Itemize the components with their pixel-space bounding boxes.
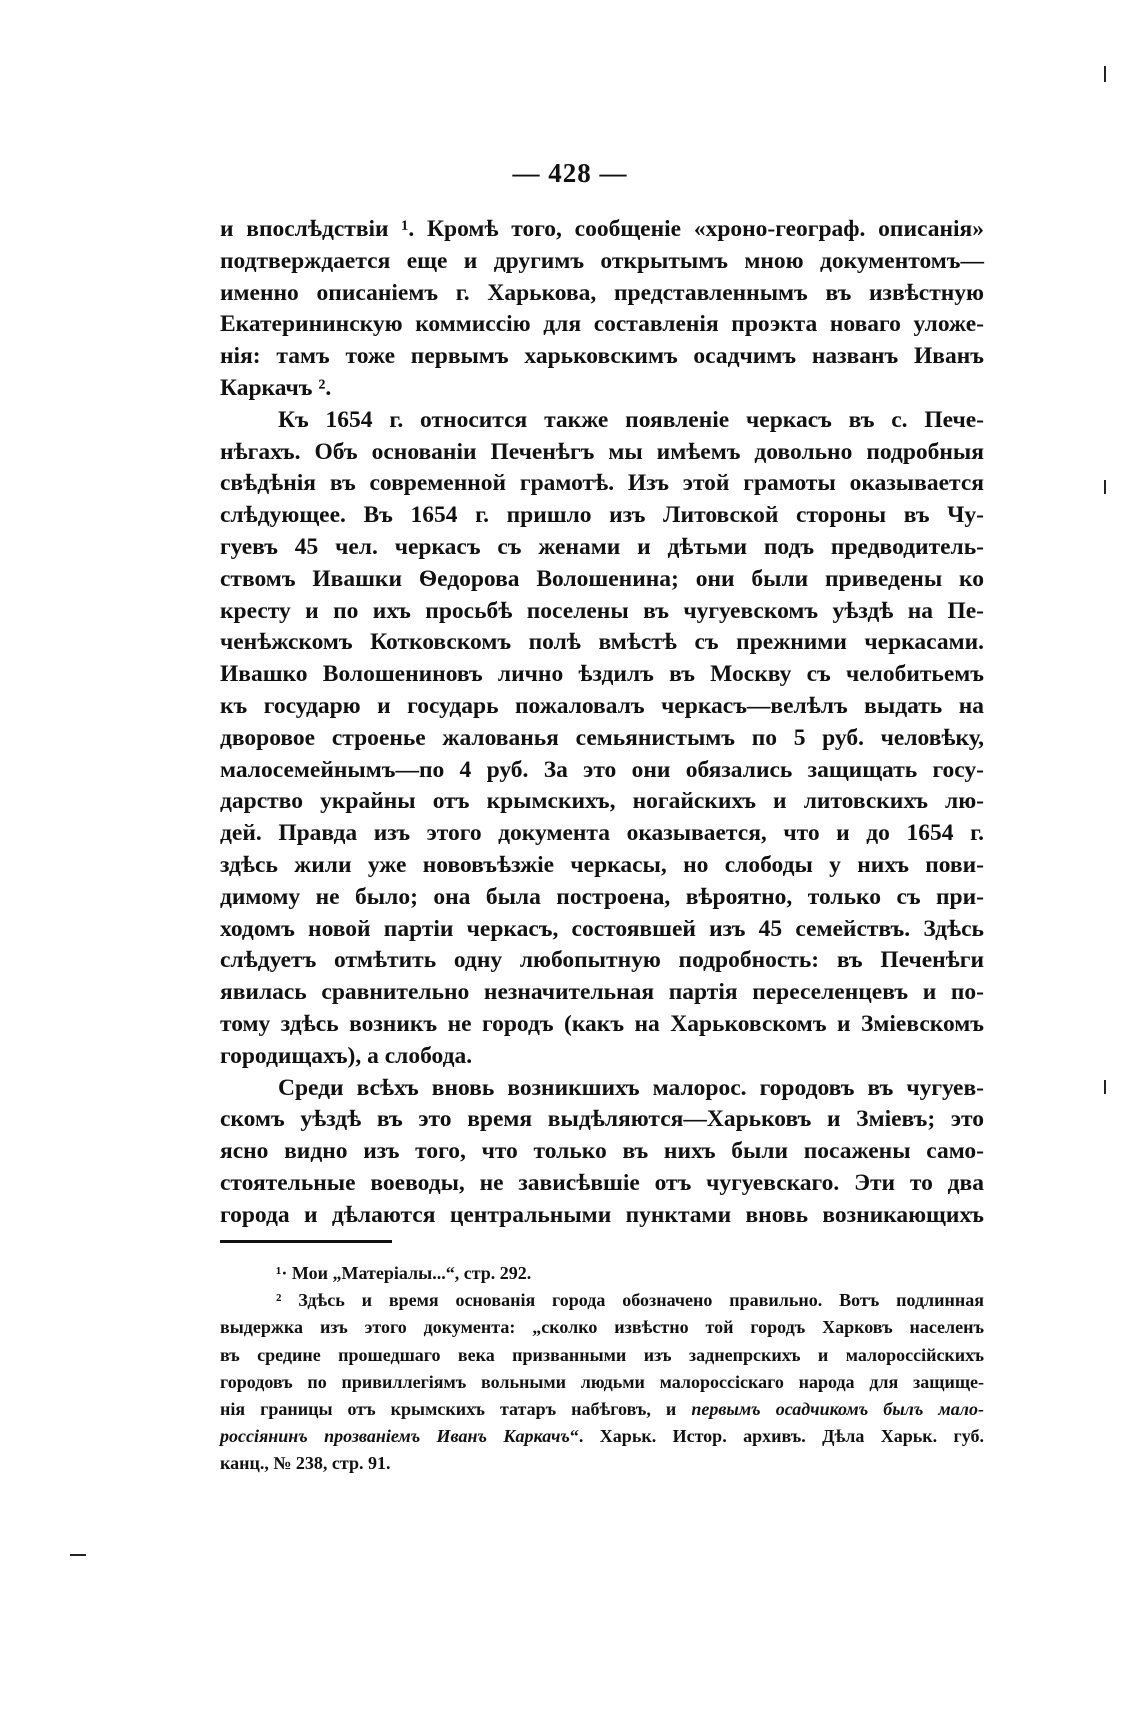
text-line: къ государю и государь пожаловалъ черкасъ—велѣлъ выдать на bbox=[220, 692, 984, 719]
text-line: слѣдуетъ отмѣтить одну любопытную подробность: въ Печенѣги bbox=[220, 947, 984, 974]
text-line: подтверждается еще и другимъ открытымъ мною документомъ— bbox=[220, 247, 984, 274]
text-line: именно описаніемъ г. Харькова, представленнымъ въ извѣстную bbox=[220, 279, 984, 306]
footnote-line: выдержка изъ этого документа: „сколко извѣстно той городъ Харковъ населенъ bbox=[220, 1317, 984, 1338]
text-line: ствомъ Ивашки Ѳедорова Волошенина; они были приведены ко bbox=[220, 565, 984, 592]
text-line: ченѣжскомъ Котковскомъ полѣ вмѣстѣ съ прежними черкасами. bbox=[220, 629, 984, 656]
body-text bbox=[220, 214, 984, 1232]
text-line: дей. Правда изъ этого документа оказывается, что и до 1654 г. bbox=[220, 820, 984, 847]
text-line: ясно видно изъ того, что только въ нихъ были посажены само- bbox=[220, 1138, 984, 1165]
text-line: нія: тамъ тоже первымъ харьковскимъ осадчимъ названъ Иванъ bbox=[220, 343, 984, 370]
text-line: городищахъ), а слобода. bbox=[220, 1042, 473, 1069]
text-line: ходомъ новой партіи черкасъ, состоявшей изъ 45 семействъ. Здѣсь bbox=[220, 915, 984, 942]
text-line: дворовое строенье жалованья семьянистымъ по 5 руб. человѣку, bbox=[220, 724, 984, 751]
text-line: свѣдѣнія въ современной грамотѣ. Изъ этой грамоты оказывается bbox=[220, 470, 984, 497]
footnote-segment: нія границы отъ крымскихъ татаръ набѣговъ, и bbox=[220, 1399, 677, 1420]
footnote-line bbox=[220, 1396, 984, 1423]
text-line: скомъ уѣздѣ въ это время выдѣляются—Харьковъ и Змiевъ; это bbox=[220, 1106, 984, 1133]
footnote-2 bbox=[220, 1287, 984, 1477]
text-line: города и дѣлаются центральными пунктами вновь возникающихъ bbox=[220, 1201, 984, 1228]
paragraph-1 bbox=[220, 214, 984, 405]
scan-edge-mark-top bbox=[1104, 66, 1106, 82]
text-line: нѣгахъ. Объ основаніи Печенѣгъ мы имѣемъ довольно подробныя bbox=[220, 438, 984, 465]
footnote-line: ² Здѣсь и время основанія города обозначено правильно. Вотъ подлинная bbox=[276, 1290, 984, 1311]
text-line: дарство украйны отъ крымскихъ, ногайскихъ и литовскихъ лю- bbox=[220, 788, 984, 815]
text-line: димому не было; она была построена, вѣроятно, только съ при- bbox=[220, 883, 984, 910]
text-line: малосемейнымъ—по 4 руб. За это они обязались защищать госу- bbox=[220, 756, 984, 783]
scan-edge-mark-right-2 bbox=[1104, 1080, 1106, 1094]
footnotes bbox=[220, 1260, 984, 1478]
scan-edge-mark-left bbox=[70, 1554, 86, 1556]
footnote-line: въ средине прошедшаго века призванными изъ заднепрскихъ и малороссійскихъ bbox=[220, 1344, 984, 1365]
text-line: и впослѣдствіи ¹. Кромѣ того, сообщеніе «хроно-географ. описанія» bbox=[220, 216, 984, 242]
text-line: гуевъ 45 чел. черкасъ съ женами и дѣтьми подъ предводитель- bbox=[220, 533, 984, 560]
footnote-italic-segment: первымъ осадчикомъ былъ мало- bbox=[691, 1399, 984, 1420]
footnote-italic-segment: россіянинъ прозваніемъ Иванъ Каркачъ bbox=[220, 1426, 570, 1447]
paragraph-2 bbox=[220, 405, 984, 1073]
footnote-1: ¹· Мои „Матеріалы...“, стр. 292. bbox=[276, 1263, 532, 1283]
page-number: — 428 — bbox=[512, 158, 628, 188]
footnote-line: канц., № 238, стр. 91. bbox=[220, 1453, 391, 1474]
text-line: тому здѣсь возникъ не городъ (какъ на Харьковскомъ и Змiевскомъ bbox=[220, 1010, 984, 1037]
footnote-separator bbox=[220, 1240, 392, 1243]
text-line: Екатерининскую коммиссію для составленія проэкта новаго уложе- bbox=[220, 311, 984, 338]
footnote-line bbox=[220, 1423, 984, 1450]
text-line: Ивашко Волошениновъ лично ѣздилъ въ Москву съ челобитьемъ bbox=[220, 661, 984, 688]
text-line: слѣдующее. Въ 1654 г. пришло изъ Литовской стороны въ Чу- bbox=[220, 502, 984, 529]
text-line: стоятельные воеводы, не зависѣвшiе отъ чугуевскаго. Эти то два bbox=[220, 1169, 984, 1196]
scan-edge-mark-right-1 bbox=[1104, 480, 1106, 494]
footnote-line: городовъ по привиллегіямъ вольными людьми малороссіскаго народа для защище- bbox=[220, 1371, 984, 1392]
text-line: Среди всѣхъ вновь возникшихъ малорос. городовъ въ чугуев- bbox=[278, 1074, 984, 1101]
paragraph-3 bbox=[220, 1073, 984, 1232]
footnote-segment: “. Харьк. Истор. архивъ. Дѣла Харьк. губ. bbox=[569, 1426, 984, 1447]
text-line: здѣсь жили уже нововъѣзжіе черкасы, но слободы у нихъ пови- bbox=[220, 851, 984, 878]
text-line: Къ 1654 г. относится также появленіе черкасъ въ с. Пече- bbox=[278, 406, 984, 433]
text-line: Каркачъ ². bbox=[220, 374, 332, 401]
text-line: кресту и по ихъ просьбѣ поселены въ чугуевскомъ уѣздѣ на Пе- bbox=[220, 597, 984, 624]
text-line: явилась сравнительно незначительная партія переселенцевъ и по- bbox=[220, 979, 984, 1006]
